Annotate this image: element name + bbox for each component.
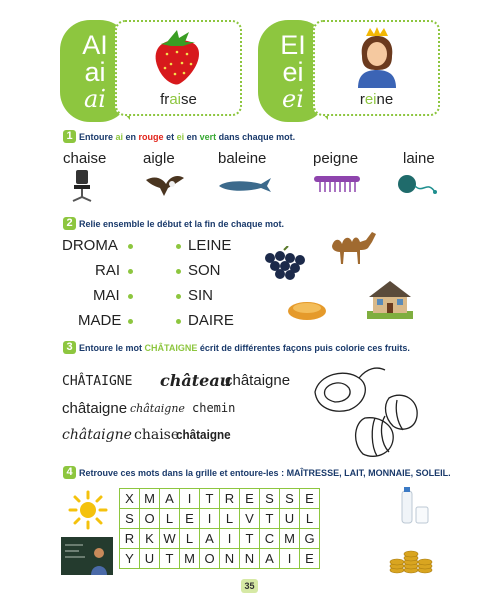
- grid-cell[interactable]: I: [280, 549, 300, 569]
- grid-cell[interactable]: X: [120, 489, 140, 509]
- grid-row: [120, 549, 320, 569]
- grapes-image: [260, 246, 310, 282]
- exercise-2-number: 2: [63, 217, 76, 230]
- grid-row: [120, 489, 320, 509]
- grid-cell[interactable]: E: [180, 509, 200, 529]
- exercise-2-title: Relie ensemble le début et la fin de chaque mot.: [79, 219, 285, 229]
- page-number: 35: [241, 579, 258, 593]
- eagle-image: [144, 172, 186, 198]
- grid-row: [120, 529, 320, 549]
- right-dot-4[interactable]: [176, 319, 181, 324]
- syllable-right-sin: SIN: [188, 287, 214, 304]
- reine-word: reine: [359, 91, 394, 108]
- grid-cell[interactable]: K: [140, 529, 160, 549]
- syllable-right-leine: LEINE: [188, 237, 232, 254]
- exercise-3-title: Entoure le mot CHÂTAIGNE écrit de différentes façons puis colorie ces fruits.: [79, 343, 410, 353]
- word-chaise-ex3[interactable]: chaise: [134, 427, 180, 443]
- house-image: [367, 277, 413, 319]
- fraise-word: fraise: [160, 91, 197, 108]
- reine-card: [313, 20, 440, 116]
- grid-cell[interactable]: A: [160, 489, 180, 509]
- ai-lower: ai: [84, 57, 106, 87]
- grid-cell[interactable]: E: [240, 489, 260, 509]
- grid-cell[interactable]: I: [180, 489, 200, 509]
- comb-image: [312, 174, 362, 196]
- teacher-image: [61, 537, 113, 575]
- right-dot-1[interactable]: [176, 244, 181, 249]
- word-chataigne-script[interactable]: châtaigne: [130, 402, 185, 415]
- word-baleine[interactable]: baleine: [218, 150, 267, 167]
- word-laine[interactable]: laine: [403, 150, 435, 167]
- exercise-3-number: 3: [63, 341, 76, 354]
- chestnut-drawing: [305, 362, 425, 462]
- grid-cell[interactable]: T: [160, 549, 180, 569]
- whale-image: [217, 176, 273, 194]
- exercise-4-title: Retrouve ces mots dans la grille et entoure-les : MAÎTRESSE, LAIT, MONNAIE, SOLEIL.: [79, 468, 451, 478]
- coins-image: [389, 546, 435, 576]
- fraise-card: [115, 20, 242, 116]
- grid-cell[interactable]: O: [200, 549, 220, 569]
- grid-cell[interactable]: M: [280, 529, 300, 549]
- grid-cell[interactable]: I: [220, 529, 240, 549]
- grid-cell[interactable]: I: [200, 509, 220, 529]
- left-dot-1[interactable]: [128, 244, 133, 249]
- grid-cell[interactable]: N: [220, 549, 240, 569]
- ei-cursive: ei: [282, 85, 304, 113]
- ei-upper: EI: [280, 30, 306, 60]
- grid-cell[interactable]: U: [140, 549, 160, 569]
- grid-cell[interactable]: U: [280, 509, 300, 529]
- milk-image: [398, 487, 432, 527]
- syllable-left-mai: MAI: [93, 287, 120, 304]
- left-dot-4[interactable]: [128, 319, 133, 324]
- word-chataigne-2[interactable]: châtaigne: [62, 400, 128, 417]
- left-dot-3[interactable]: [128, 294, 133, 299]
- word-chemin[interactable]: chemin: [192, 401, 236, 415]
- grid-cell[interactable]: R: [220, 489, 240, 509]
- ai-cursive: ai: [84, 85, 106, 113]
- word-chateau[interactable]: château: [160, 371, 232, 390]
- ai-upper: AI: [82, 30, 108, 60]
- word-chataigne-1[interactable]: châtaigne: [225, 372, 291, 389]
- grid-cell[interactable]: A: [200, 529, 220, 549]
- grid-cell[interactable]: N: [240, 549, 260, 569]
- grid-cell[interactable]: T: [200, 489, 220, 509]
- grid-cell[interactable]: E: [300, 549, 320, 569]
- word-aigle[interactable]: aigle: [143, 150, 175, 167]
- grid-row: [120, 509, 320, 529]
- right-dot-2[interactable]: [176, 269, 181, 274]
- grid-cell[interactable]: G: [300, 529, 320, 549]
- word-search-grid: [119, 488, 320, 569]
- syllable-right-daire: DAIRE: [188, 312, 234, 329]
- exercise-4-number: 4: [63, 466, 76, 479]
- grid-cell[interactable]: V: [240, 509, 260, 529]
- grid-cell[interactable]: L: [220, 509, 240, 529]
- left-dot-2[interactable]: [128, 269, 133, 274]
- word-chataigne-bold[interactable]: châtaigne: [176, 427, 231, 442]
- grid-cell[interactable]: W: [160, 529, 180, 549]
- ei-lower: ei: [282, 57, 304, 87]
- syllable-left-rai: RAI: [95, 262, 121, 279]
- camel-image: [328, 228, 378, 266]
- exercise-1-number: 1: [63, 130, 76, 143]
- word-peigne[interactable]: peigne: [313, 150, 359, 167]
- syllable-left-droma: DROMA: [62, 237, 118, 254]
- grid-cell[interactable]: R: [120, 529, 140, 549]
- grid-cell[interactable]: A: [260, 549, 280, 569]
- grid-cell[interactable]: L: [300, 509, 320, 529]
- exercise-1-title: Entoure ai en rouge et ei en vert dans chaque mot.: [79, 132, 296, 142]
- yarn-image: [393, 170, 439, 200]
- grid-cell[interactable]: S: [120, 509, 140, 529]
- grid-cell[interactable]: S: [260, 489, 280, 509]
- syllable-left-made: MADE: [78, 312, 122, 329]
- grid-cell[interactable]: M: [140, 489, 160, 509]
- grid-cell[interactable]: L: [160, 509, 180, 529]
- grid-cell[interactable]: E: [300, 489, 320, 509]
- grid-cell[interactable]: C: [260, 529, 280, 549]
- grid-cell[interactable]: T: [260, 509, 280, 529]
- madeleine-image: [286, 297, 328, 323]
- word-chataigne-italic[interactable]: châtaigne: [62, 427, 132, 443]
- word-chaise[interactable]: chaise: [63, 150, 107, 167]
- sun-image: [68, 490, 108, 530]
- grid-cell[interactable]: M: [180, 549, 200, 569]
- grid-cell[interactable]: L: [180, 529, 200, 549]
- grid-cell[interactable]: O: [140, 509, 160, 529]
- grid-cell[interactable]: S: [280, 489, 300, 509]
- syllable-right-son: SON: [188, 262, 221, 279]
- grid-cell[interactable]: Y: [120, 549, 140, 569]
- chair-image: [70, 170, 94, 204]
- grid-cell[interactable]: T: [240, 529, 260, 549]
- right-dot-3[interactable]: [176, 294, 181, 299]
- queen-image: [352, 26, 402, 88]
- word-chataigne-caps[interactable]: CHÂTAIGNE: [62, 374, 133, 389]
- strawberry-image: [147, 26, 207, 88]
